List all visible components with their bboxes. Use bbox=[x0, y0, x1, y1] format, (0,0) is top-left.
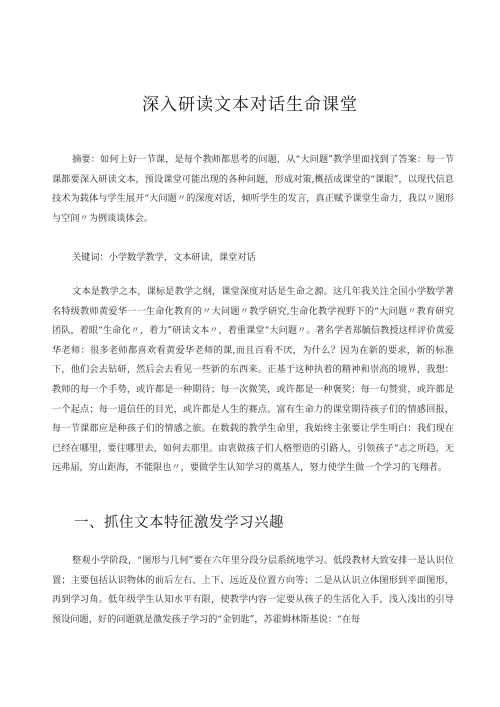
keywords-text: 关键词：小学数学教学，文本研读，课堂对话 bbox=[72, 252, 256, 263]
keywords-paragraph bbox=[52, 248, 454, 268]
abstract-paragraph bbox=[52, 150, 454, 228]
intro-paragraph bbox=[52, 282, 454, 478]
intro-text: 文本是教学之本，课标是教学之纲，课堂深度对话是生命之源。这几年我关注全国小学数学著名特级教师黄爱华一一生命化教育的〃大问题〃教学研究,生命化教学视野下的“大问题〃教育研究团队，着眼“生命化〃，着力”研读文本〃，着重课堂“大问题〃。著名学者郑毓信教授这样评价黄爱华老师：很多老师都喜欢看黄爱华老师的课,而且百看不厌，为什么？因为在新的要求，新的标准下，他们会去钻研，然后会去看见一些新的东西来。正基于这种执着的精神和崇高的境界，我想：教师的每一个手势，或许都是一种期待；每一次微笑，或许都是一种褒奖；每一句赞赏，或许都是一个起点；每一道信任的目光，或许都是人生的赛点。富有生命力的课堂期待孩子们的情感回报，每一节课都应是种孩子们的情感之旅。在数载的教学生命里，我始终主张要让学生明白：我们现在已经在哪里，要往哪里去，如何去那里。由衷做孩子们人格塑造的引路人，引领孩子“志之所趋，无远弗届，穷山距海，不能限也〃，要做学生认知学习的奠基人，努力使学生做一个学习的飞翔者。 bbox=[52, 286, 454, 474]
document-title: 深入研读文本对话生命课堂 bbox=[142, 95, 358, 115]
section-body-text: 整观小学阶段，“图形与几何”要在六年里分段分层系统地学习。低段教材大致安排一是认识位置；主要包括认识物体的前后左右、上下、远近及位置方向等；二是从认识立体图形到平面图形，再到学习角。低年级学生认知水平有限，使教学内容一定要从孩子的生活化入手，浅入浅出的引导预设问题，好的问题就是激发孩子学习的“金钥匙”，苏霍姆林斯基说：“在每 bbox=[52, 555, 454, 625]
abstract-text: 摘要：如何上好一节课，是每个教师都思考的问题，从“大问题”教学里面找到了答案：每一节课都要深入研读文本，预设课堂可能出现的各种问题，形成对策,概括成课堂的“课眼”，以现代信息技术为载体与学生展开“大问题〃的深度对话，倾听学生的发言，真正赋予课堂生命力，我以〃图形与空间〃为例谈谈体会。 bbox=[52, 154, 454, 224]
section-body-paragraph bbox=[52, 551, 454, 629]
section-heading: 一、抓住文本特征激发学习兴趣 bbox=[74, 515, 284, 531]
